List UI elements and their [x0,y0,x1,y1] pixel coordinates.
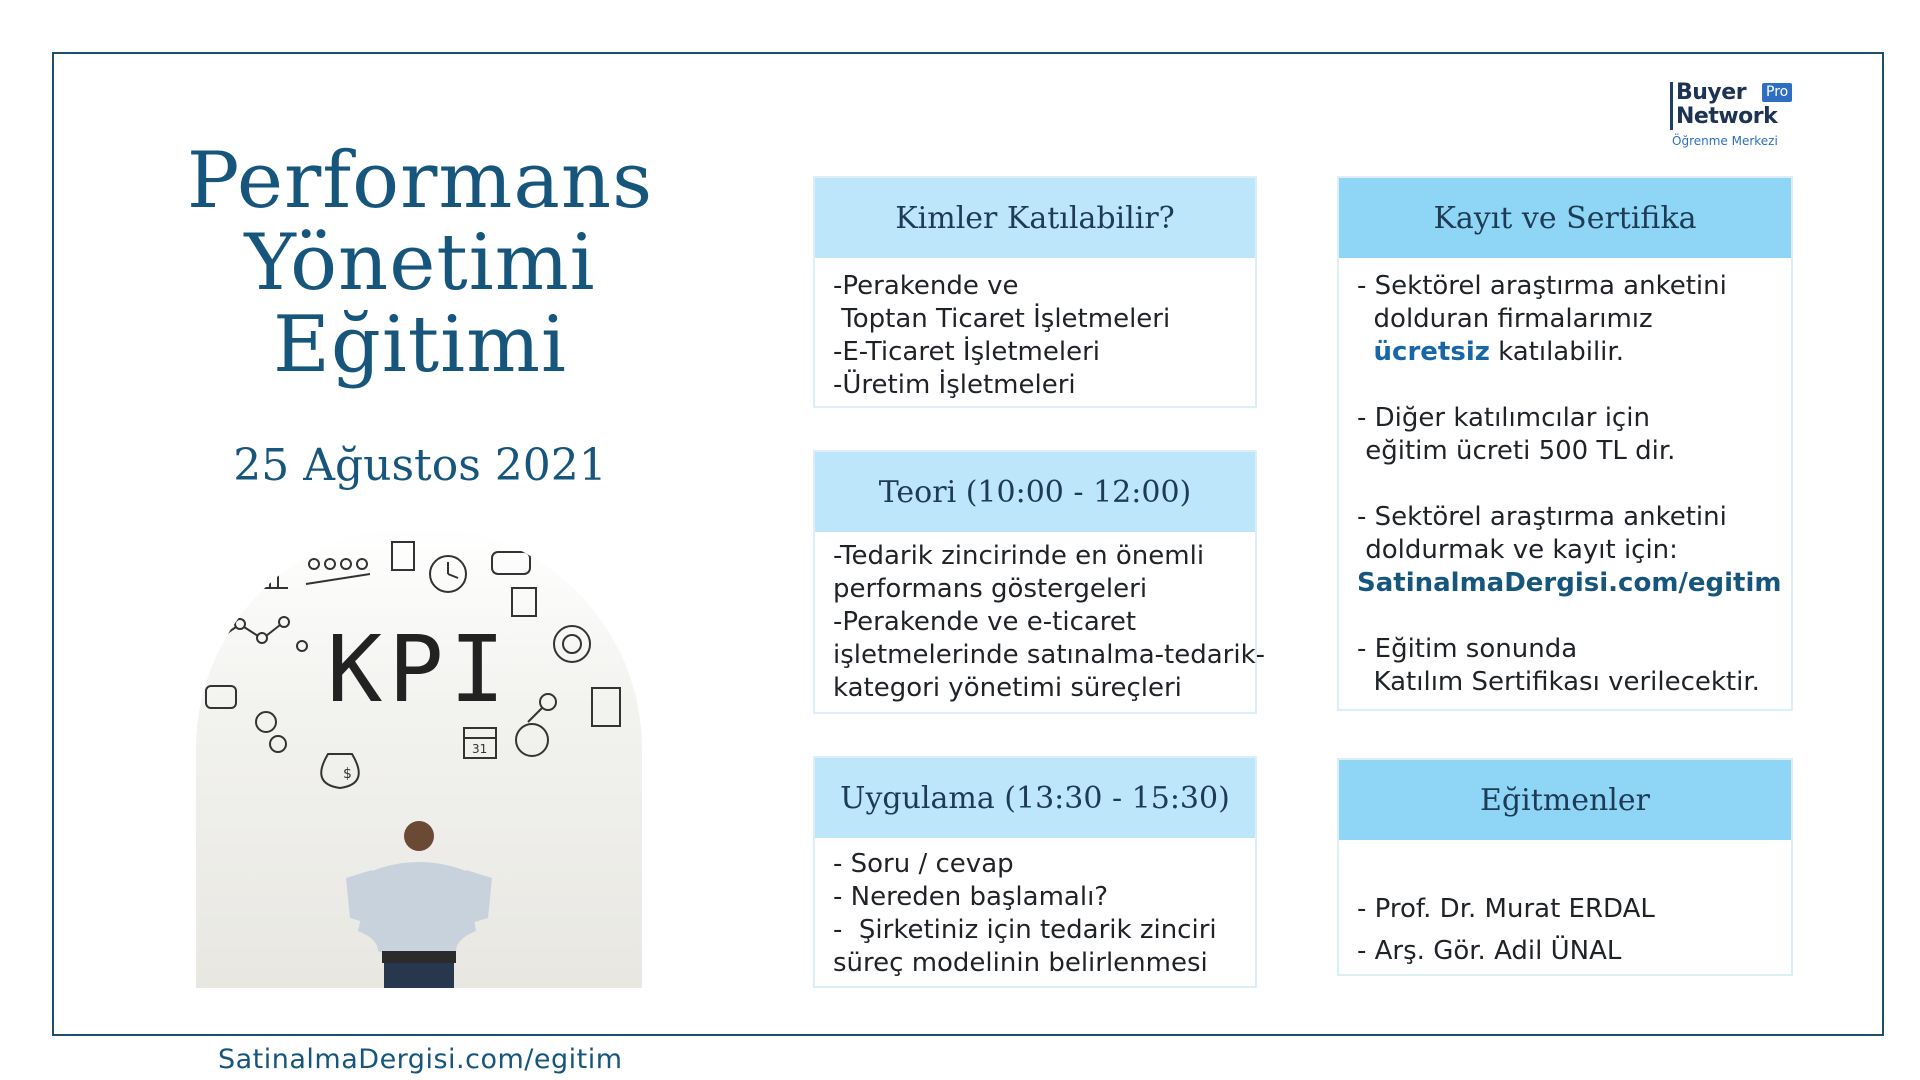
card-body [815,258,1255,414]
card-body [1339,840,1791,984]
kpi-illustration [196,526,642,988]
list-item: - Arş. Gör. Adil ÜNAL [1357,936,1622,966]
card-practice [813,756,1257,988]
list-item: -Üretim İşletmeleri [833,370,1076,400]
list-item: Katılım Sertifikası verilecektir. [1357,667,1760,697]
list-item: -Perakende ve [833,271,1019,301]
money-bag-icon [321,754,359,788]
money-sign: $ [343,766,352,782]
calendar-number: 31 [472,742,488,756]
list-item: - Sektörel araştırma anketini [1357,502,1727,532]
card-header: Kayıt ve Sertifika [1339,178,1791,258]
card-body [815,838,1255,992]
card-registration [1337,176,1793,711]
free-highlight: ücretsiz [1373,337,1490,367]
logo-line-2: Network [1676,104,1778,129]
list-item: - Şirketiniz için tedarik zinciri [833,915,1217,945]
list-item [1357,336,1773,369]
kpi-photo [196,526,642,988]
card-who-can-attend [813,176,1257,408]
clipboard-icon [392,542,414,570]
logo-badge: Pro [1762,83,1792,102]
list-item: - Diğer katılımcılar için [1357,403,1650,433]
exchange-icon [516,724,548,756]
list-item: doldurmak ve kayıt için: [1357,535,1678,565]
list-item: -Tedarik zincirinde en önemli [833,541,1205,571]
card-header: Teori (10:00 - 12:00) [815,452,1255,532]
kpi-text: KPI [326,616,512,723]
logo-bar [1670,82,1673,130]
title-line-1: Performans [186,136,654,226]
logo-subtitle: Öğrenme Merkezi [1672,134,1778,148]
list-item: - Sektörel araştırma anketini [1357,271,1727,301]
list-item: -Perakende ve e-ticaret [833,607,1137,637]
page-title [160,136,680,390]
footer-link[interactable]: SatinalmaDergisi.com/egitim [218,1044,623,1075]
list-item: eğitim ücreti 500 TL dir. [1357,436,1676,466]
buyer-network-logo [1670,80,1800,152]
list-item: - Prof. Dr. Murat ERDAL [1357,894,1655,924]
card-theory [813,450,1266,714]
list-item: performans göstergeleri [833,574,1148,604]
card-instructors [1337,758,1793,976]
list-item: işletmelerinde satınalma-tedarik- [833,640,1266,670]
free-rest: katılabilir. [1489,337,1624,367]
man-figure [346,821,492,988]
list-item: -E-Ticaret İşletmeleri [833,337,1100,367]
list-item: - Soru / cevap [833,849,1014,879]
card-header: Eğitmenler [1339,760,1791,840]
list-item: - Nereden başlamalı? [833,882,1109,912]
list-item: süreç modelinin belirlenmesi [833,948,1208,978]
list-item: Toptan Ticaret İşletmeleri [833,304,1171,334]
list-item: - Eğitim sonunda [1357,634,1578,664]
card-body [1339,258,1791,711]
people-icon [306,559,370,584]
spacer [1357,468,1773,501]
chat-icon [492,552,530,574]
spacer [1357,369,1773,402]
logo-line-1: Buyer [1676,80,1747,105]
card-header: Uygulama (13:30 - 15:30) [815,758,1255,838]
list-item: kategori yönetimi süreçleri [833,673,1182,703]
list-item: dolduran firmalarımız [1357,304,1653,334]
card-header: Kimler Katılabilir? [815,178,1255,258]
event-date: 25 Ağustos 2021 [233,440,607,491]
registration-link[interactable]: SatinalmaDergisi.com/egitim [1357,568,1782,598]
spacer [1357,600,1773,633]
card-body [815,532,1266,717]
clock-icon [430,556,466,592]
growth-chart-icon [512,588,536,616]
title-line-3: Eğitimi [272,300,567,390]
title-line-2: Yönetimi [244,218,596,308]
bar-chart-icon [248,564,288,588]
